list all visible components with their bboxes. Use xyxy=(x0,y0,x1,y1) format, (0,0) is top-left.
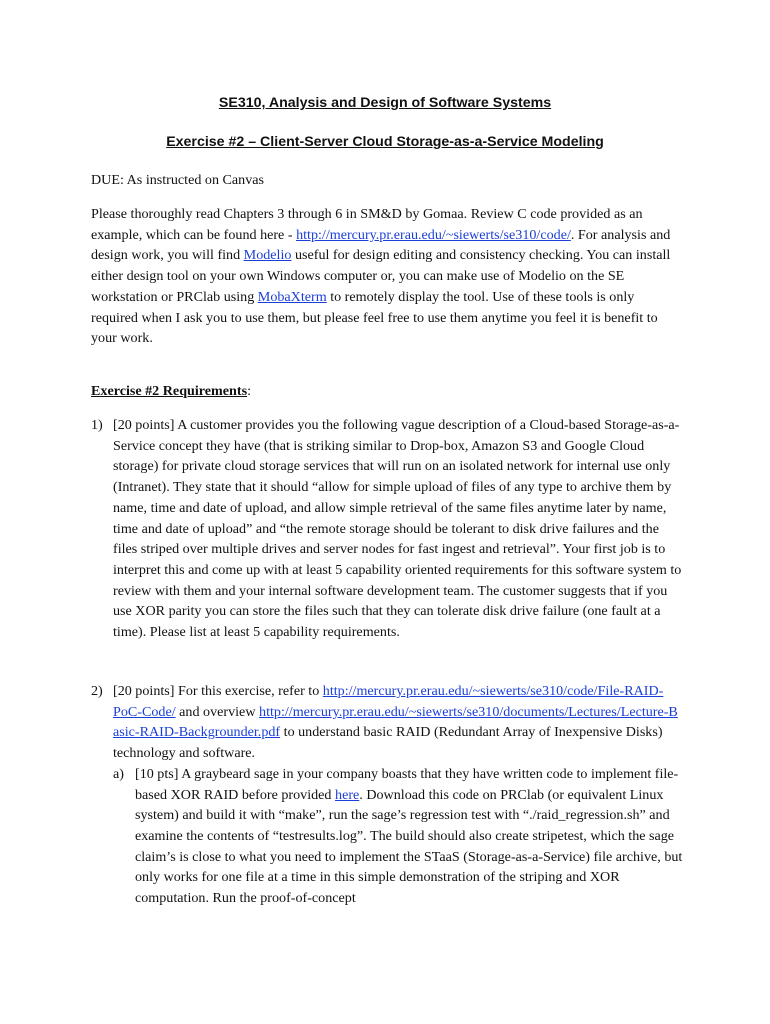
requirements-heading-text: Exercise #2 Requirements xyxy=(91,383,248,399)
sub-text-a: [10 pts] A graybeard sage in your company boasts that they have written code to implement file-based XOR RAID before provided xyxy=(135,765,679,803)
exercise-title: Exercise #2 – Client-Server Cloud Storage-as-a-Service Modeling xyxy=(166,134,604,150)
item-number: 2) xyxy=(91,683,103,699)
here-link[interactable]: here xyxy=(335,786,360,803)
requirements-heading xyxy=(91,381,251,401)
due-line: DUE: As instructed on Canvas xyxy=(91,172,265,188)
raid-backgrounder-link[interactable]: http://mercury.pr.erau.edu/~siewerts/se310/documents/Lectures/Lecture-Basic-RAID-Backgrounder.pdf xyxy=(113,703,678,741)
modelio-link[interactable]: Modelio xyxy=(243,247,292,264)
sub-item-letter: a) xyxy=(113,765,124,782)
intro-text-4: to remotely display the tool. Use of these tools is only required when I ask you to use them, but please feel free to use them anytime you feel it is benefit to your work. xyxy=(91,288,658,347)
item-intro xyxy=(113,681,683,764)
code-link[interactable]: http://mercury.pr.erau.edu/~siewerts/se310/code/ xyxy=(296,226,571,243)
course-title: SE310, Analysis and Design of Software Systems xyxy=(218,95,552,111)
item-body xyxy=(113,681,683,909)
mobaxterm-link[interactable]: MobaXterm xyxy=(257,288,327,305)
requirements-heading-colon: : xyxy=(247,383,251,399)
item-text-a: [20 points] For this exercise, refer to xyxy=(113,683,323,699)
file-raid-link[interactable]: http://mercury.pr.erau.edu/~siewerts/se310/code/File-RAID-PoC-Code/ xyxy=(113,683,664,720)
item-text-c: to understand basic RAID (Redundant Array of Inexpensive Disks) technology and software. xyxy=(113,724,663,762)
intro-text-2: . For analysis and design work, you will find xyxy=(91,226,671,264)
sub-text-b: . Download this code on PRClab (or equivalent Linux system) and build it with “make”, run the sage’s regression test with “./raid_regression.sh” and examine the contents of “testresults.log”. The build should also create stripetest, which the sage claim’s is close to what you need to implement the STaaS (Storage-as-a-Service) file archive, but only works for one file at a time in this simple demonstration of the striping and XOR computation. Run the proof-of-concept xyxy=(135,786,683,907)
intro-paragraph xyxy=(91,204,683,349)
item-text: [20 points] A customer provides you the following vague description of a Cloud-based Storage-as-a-Service concept they have (that is striking similar to Drop-box, Amazon S3 and Google Cloud storage) for private cloud storage services that will run on an isolated network for internal use only (Intranet). They state that it should “allow for simple upload of files of any type to archive them by name, time and date of upload, and allow simple retrieval of the same files anytime later by name, time and date of upload” and “the remote storage should be tolerant to disk drive failures and the files striped over multiple drives and server nodes for fast ingest and retrieval”. Your first job is to interpret this and come up with at least 5 capability oriented requirements for this software system to review with them and your internal software development team. The customer suggests that if you use XOR parity you can store the files such that they can tolerate disk drive failure (one fault at a time). Please list at least 5 capability requirements. xyxy=(113,417,682,641)
item-text-b: and overview xyxy=(175,703,260,720)
item-number: 1) xyxy=(91,417,103,433)
intro-text-1: Please thoroughly read Chapters 3 through 6 in SM&D by Gomaa. Review C code provided as an example, which can be found here - xyxy=(91,206,643,243)
intro-text-3: useful for design editing and consistency checking. You can install either design tool on your own Windows computer or, you can make use of Modelio on the SE workstation or PRClab using xyxy=(91,247,671,305)
sub-item-a xyxy=(113,764,683,909)
